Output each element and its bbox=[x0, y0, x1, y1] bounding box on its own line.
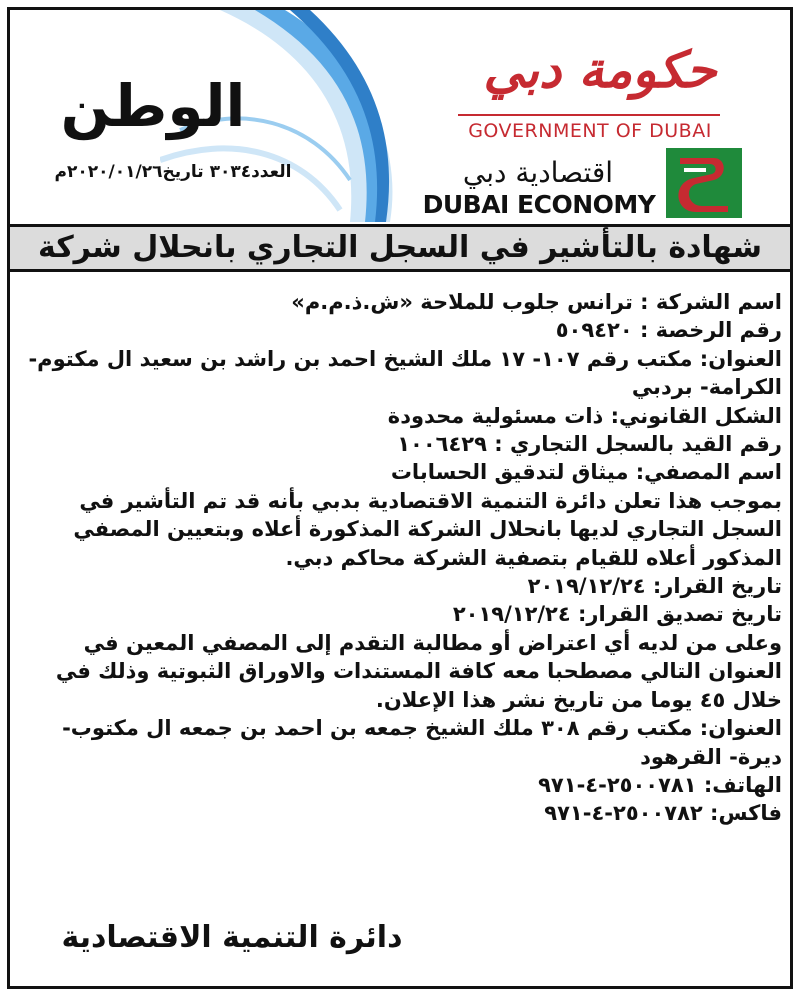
government-arabic-logotype: حكومة دبي bbox=[483, 40, 717, 99]
economy-arabic-label: اقتصادية دبي bbox=[462, 156, 614, 189]
government-english-label: GOVERNMENT OF DUBAI bbox=[468, 120, 712, 142]
government-divider bbox=[458, 114, 720, 116]
fax-line: فاكس: ٢٥٠٠٧٨٢-٤-٩٧١ bbox=[544, 801, 782, 826]
dubai-economy-logo-icon bbox=[666, 148, 742, 218]
title-bar bbox=[10, 224, 790, 272]
notice-title: شهادة بالتأشير في السجل التجاري بانحلال شركة bbox=[38, 230, 762, 265]
license-number-line: رقم الرخصة : ٥٠٩٤٢٠ bbox=[555, 318, 782, 343]
announcement-paragraph: بموجب هذا تعلن دائرة التنمية الاقتصادية بدبي بأنه قد تم التأشير في السجل التجاري لديها بانحلال الشركة المذكورة أعلاه وبتعيين المصفي المذكور أعلاه للقيام بتصفية الشركة محاكم دبي. bbox=[73, 488, 782, 570]
liquidator-address-line: العنوان: مكتب رقم ٣٠٨ ملك الشيخ جمعه بن احمد بن جمعه ال مكتوب- ديرة- القرهود bbox=[62, 716, 782, 769]
phone-line: الهاتف: ٢٥٠٠٧٨١-٤-٩٧١ bbox=[538, 772, 782, 797]
company-name-line: اسم الشركة : ترانس جلوب للملاحة «ش.ذ.م.م» bbox=[291, 290, 782, 314]
objection-paragraph: وعلى من لديه أي اعتراض أو مطالبة التقدم إلى المصفي المعين في العنوان التالي مصطحبا معه كافة المستندات والاوراق الثبوتية وذلك في خلال ٤٥ يوما من تاريخ نشر هذا الإعلان. bbox=[55, 630, 782, 712]
address-line: العنوان: مكتب رقم ١٠٧- ١٧ ملك الشيخ احمد بن راشد بن سعيد ال مكتوم- الكرامة- بردبي bbox=[28, 346, 782, 400]
decision-date-line: تاريخ القرار: ٢٠١٩/١٢/٢٤ bbox=[527, 574, 782, 599]
legal-form-line: الشكل القانوني: ذات مسئولية محدودة bbox=[387, 403, 782, 428]
notice-body bbox=[24, 288, 782, 828]
decision-approval-date-line: تاريخ تصديق القرار: ٢٠١٩/١٢/٢٤ bbox=[452, 602, 782, 627]
issue-number-date: العدد٣٠٣٤ تاريخ٢٠٢٠/٠١/٢٦م bbox=[54, 162, 292, 182]
signature: دائرة التنمية الاقتصادية bbox=[61, 920, 403, 955]
newspaper-name: الوطن bbox=[60, 72, 246, 140]
registration-number-line: رقم القيد بالسجل التجاري : ١٠٠٦٤٢٩ bbox=[397, 432, 782, 457]
liquidator-name-line: اسم المصفي: ميثاق لتدقيق الحسابات bbox=[390, 460, 782, 485]
header bbox=[10, 10, 790, 222]
economy-english-label: DUBAI ECONOMY bbox=[422, 190, 656, 219]
